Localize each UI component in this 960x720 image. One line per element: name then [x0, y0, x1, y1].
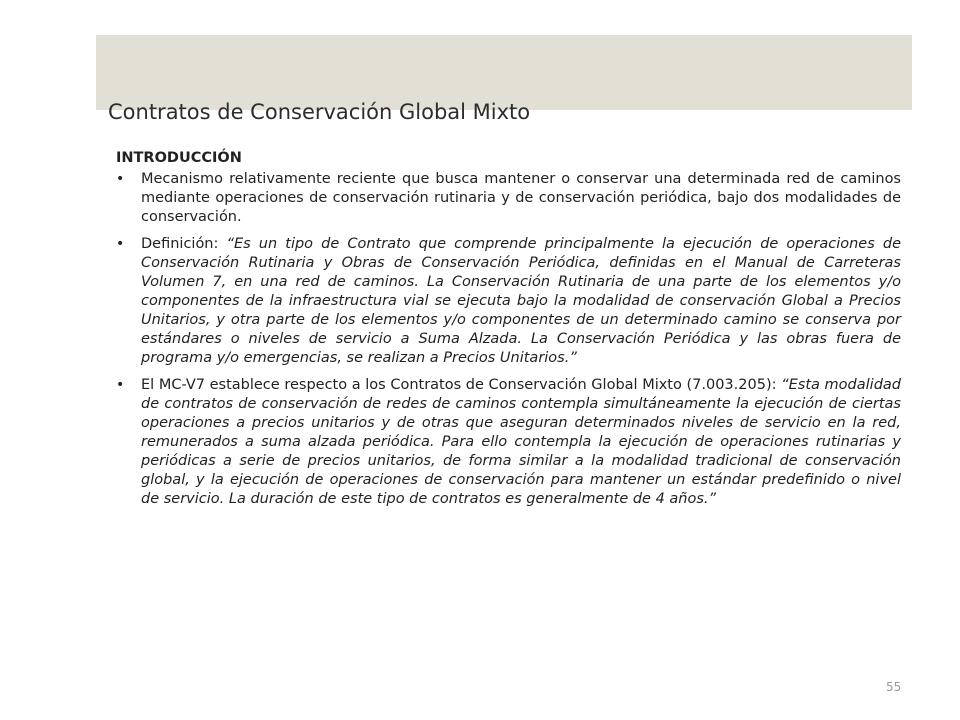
bullet-marker: • [116, 171, 125, 187]
slide-content [116, 150, 901, 517]
bullet-prefix: Definición: [141, 236, 227, 252]
bullet-marker: • [116, 377, 125, 393]
bullet-quote: “Esta modalidad de contratos de conservación de redes de caminos contempla simultáneamente la ejecución de ciertas operaciones a precios unitarios y de otras que aseguran determinados niveles de servicio en la red, remunerados a suma alzada periódica. Para ello contempla la ejecución de operaciones rutinarias y periódicas a serie de precios unitarios, de forma similar a la modalidad tradicional de conservación global, y la ejecución de operaciones de conservación para mantener un estándar predefinido o nivel de servicio. La duración de este tipo de contratos es generalmente de 4 años.” [141, 377, 901, 507]
slide-title: Contratos de Conservación Global Mixto [108, 100, 531, 124]
section-heading: INTRODUCCIÓN [116, 150, 242, 166]
bullet-item [116, 235, 901, 368]
bullet-item [116, 170, 901, 227]
bullet-quote: “Es un tipo de Contrato que comprende principalmente la ejecución de operaciones de Conservación Rutinaria y Obras de Conservación Periódica, definidas en el Manual de Carreteras Volumen 7, en una red de caminos. La Conservación Rutinaria de una parte de los elementos y/o componentes de la infraestructura vial se ejecuta bajo la modalidad de conservación Global a Precios Unitarios, y otra parte de los elementos y/o componentes de un determinado camino se conserva por estándares o niveles de servicio a Suma Alzada. La Conservación Periódica y las obras fuera de programa y/o emergencias, se realizan a Precios Unitarios.” [141, 236, 901, 366]
bullet-prefix: El MC-V7 establece respecto a los Contratos de Conservación Global Mixto (7.003.205): [141, 377, 782, 393]
bullet-text: Mecanismo relativamente reciente que busca mantener o conservar una determinada red de caminos mediante operaciones de conservación rutinaria y de conservación periódica, bajo dos modalidades de conservación. [141, 171, 901, 225]
page-number: 55 [886, 680, 902, 694]
bullet-marker: • [116, 236, 125, 252]
header-bar [96, 35, 912, 110]
bullet-list [116, 170, 901, 509]
bullet-item [116, 376, 901, 509]
